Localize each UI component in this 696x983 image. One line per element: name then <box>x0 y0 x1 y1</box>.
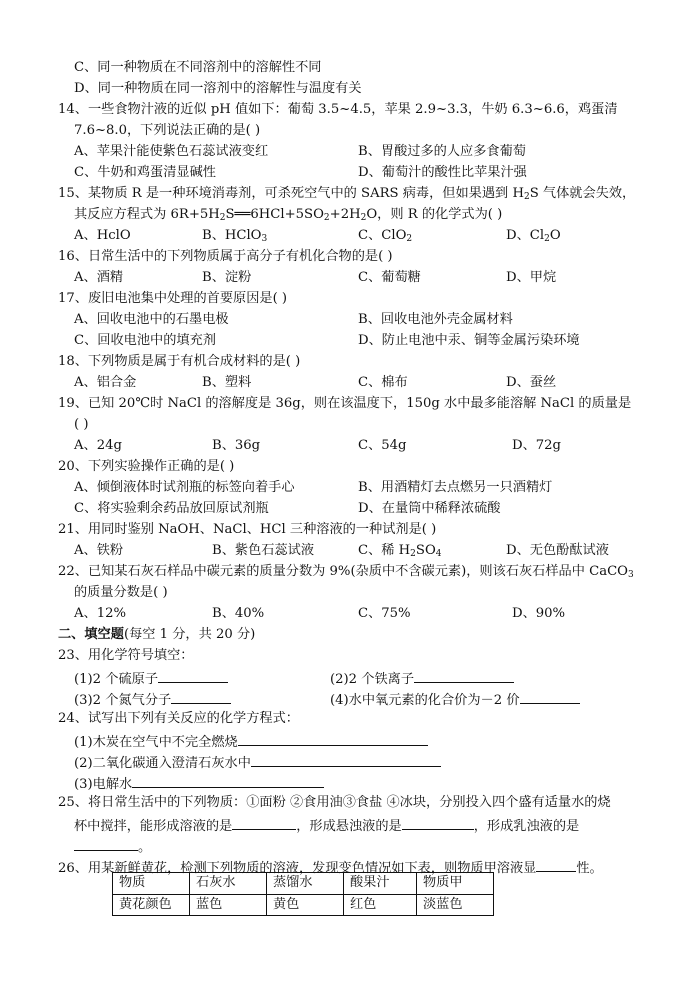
q23-stem: 23、用化学符号填空： <box>58 648 194 663</box>
q15-option-a: A、HclO <box>74 228 131 243</box>
q23-item-2: (2)2 个铁离子 <box>330 667 514 691</box>
table-cell: 蒸馏水 <box>267 873 344 895</box>
q22-option-c: C、75% <box>358 606 411 621</box>
q13-option-d: D、同一种物质在同一溶剂中的溶解性与温度有关 <box>74 81 362 96</box>
q21-option-d: D、无色酚酞试液 <box>506 543 609 558</box>
q19-stem: 19、已知 20℃时 NaCl 的溶解度是 36g，则在该温度下，150g 水中最多能溶解 NaCl 的质量是 <box>58 396 632 411</box>
q15-option-c: C、ClO$_2$ <box>358 228 413 244</box>
q22-stem: 22、已知某石灰石样品中碳元素的质量分数为 9%(杂质中不含碳元素)，则该石灰石样品中 CaCO$_3$ <box>58 564 634 580</box>
q22-option-d: D、90% <box>512 606 566 621</box>
q19-option-b: B、36g <box>212 438 261 453</box>
table-cell: 酸果汁 <box>344 873 417 895</box>
q15-stem: 15、某物质 R 是一种环境消毒剂，可杀死空气中的 SARS 病毒，但如果遇到 $H_2S$ 气体就会失效， <box>58 186 636 202</box>
q22-option-b: B、40% <box>212 606 265 621</box>
q23-item-3: (3)2 个氮气分子 <box>74 688 231 712</box>
table-header-row <box>113 873 494 895</box>
q24-stem: 24、试写出下列有关反应的化学方程式： <box>58 711 299 726</box>
q24-item-1: (1)木炭在空气中不完全燃烧 <box>74 730 428 754</box>
q22-option-a: A、12% <box>74 606 127 621</box>
q17-option-b: B、回收电池外壳金属材料 <box>358 312 513 327</box>
color-change-table <box>112 872 494 916</box>
q20-option-d: D、在量筒中稀释浓硫酸 <box>358 501 501 516</box>
q18-option-c: C、棉布 <box>358 375 408 390</box>
q15-option-d: D、$Cl_2O$ <box>506 228 561 244</box>
q23-item-1: (1)2 个硫原子 <box>74 667 228 691</box>
q18-option-a: A、铝合金 <box>74 375 137 390</box>
table-cell: 淡蓝色 <box>417 894 494 916</box>
q18-option-b: B、塑料 <box>202 375 252 390</box>
q19-stem-cont: ( ) <box>74 417 89 432</box>
q13-option-c: C、同一种物质在不同溶剂中的溶解性不同 <box>74 60 322 75</box>
q21-stem: 21、用同时鉴别 NaOH、NaCl、HCl 三种溶液的一种试剂是( ) <box>58 522 437 537</box>
q16-option-c: C、葡萄糖 <box>358 270 421 285</box>
q14-option-d: D、葡萄汁的酸性比苹果汁强 <box>358 165 527 180</box>
q21-option-c: C、稀 $H_2SO_4$ <box>358 543 442 559</box>
q16-stem: 16、日常生活中的下列物质属于高分子有机化合物的是( ) <box>58 249 393 264</box>
q25-stem: 25、将日常生活中的下列物质：①面粉 ②食用油③食盐 ④冰块，分别投入四个盛有适量水的烧 <box>58 795 611 810</box>
q25-stem-cont: 杯中搅拌，能形成溶液的是 ，形成悬浊液的是 ，形成乳浊液的是 <box>74 814 579 838</box>
table-cell: 物质甲 <box>417 873 494 895</box>
table-cell: 黄花颜色 <box>113 894 190 916</box>
q16-option-a: A、酒精 <box>74 270 124 285</box>
table-cell: 物质 <box>113 873 190 895</box>
q17-option-d: D、防止电池中汞、铜等金属污染环境 <box>358 333 580 348</box>
q14-option-b: B、胃酸过多的人应多食葡萄 <box>358 144 526 159</box>
q14-option-c: C、牛奶和鸡蛋清显碱性 <box>74 165 216 180</box>
table-row <box>113 894 494 916</box>
q14-option-a: A、苹果汁能使紫色石蕊试液变红 <box>74 144 269 159</box>
q17-stem: 17、废旧电池集中处理的首要原因是( ) <box>58 291 288 306</box>
q20-option-b: B、用酒精灯去点燃另一只酒精灯 <box>358 480 553 495</box>
q20-option-a: A、倾倒液体时试剂瓶的标签向着手心 <box>74 480 295 495</box>
q21-option-b: B、紫色石蕊试液 <box>212 543 315 558</box>
table-cell: 蓝色 <box>190 894 267 916</box>
table-cell: 黄色 <box>267 894 344 916</box>
q19-option-c: C、54g <box>358 438 407 453</box>
q20-option-c: C、将实验剩余药品放回原试剂瓶 <box>74 501 269 516</box>
q26-stem: 26、用某新鲜黄花，检测下列物质的溶液，发现变色情况如下表，则物质甲溶液显 性。 <box>58 856 603 880</box>
q16-option-d: D、甲烷 <box>506 270 557 285</box>
table-cell: 红色 <box>344 894 417 916</box>
q19-option-a: A、24g <box>74 438 122 453</box>
q17-option-c: C、回收电池中的填充剂 <box>74 333 216 348</box>
q18-option-d: D、蚕丝 <box>506 375 557 390</box>
q16-option-b: B、淀粉 <box>202 270 252 285</box>
q15-stem-cont: 其反应方程式为 $6R+5H_2S══6HCl+5SO_2+2H_2O$，则 R 的化学式为( ) <box>74 207 503 223</box>
q19-option-d: D、72g <box>512 438 561 453</box>
q23-item-4: (4)水中氧元素的化合价为－2 价 <box>330 688 580 712</box>
section-2-heading: 二、填空题(每空 1 分，共 20 分) <box>58 627 256 642</box>
q15-option-b: B、HClO$_3$ <box>202 228 268 244</box>
q20-stem: 20、下列实验操作正确的是( ) <box>58 459 235 474</box>
q24-item-3: (3)电解水 <box>74 772 324 796</box>
table-cell: 石灰水 <box>190 873 267 895</box>
q14-stem-cont: 7.6~8.0，下列说法正确的是( ) <box>74 123 261 138</box>
q18-stem: 18、下列物质是属于有机合成材料的是( ) <box>58 354 301 369</box>
q17-option-a: A、回收电池中的石墨电极 <box>74 312 229 327</box>
q24-item-2: (2)二氧化碳通入澄清石灰水中 <box>74 751 441 775</box>
q22-stem-cont: 的质量分数是( ) <box>74 585 168 600</box>
q25-stem-end: 。 <box>74 835 151 859</box>
q14-stem: 14、一些食物汁液的近似 pH 值如下：葡萄 3.5~4.5，苹果 2.9~3.3，牛奶 6.3~6.6，鸡蛋清 <box>58 102 618 117</box>
q21-option-a: A、铁粉 <box>74 543 124 558</box>
